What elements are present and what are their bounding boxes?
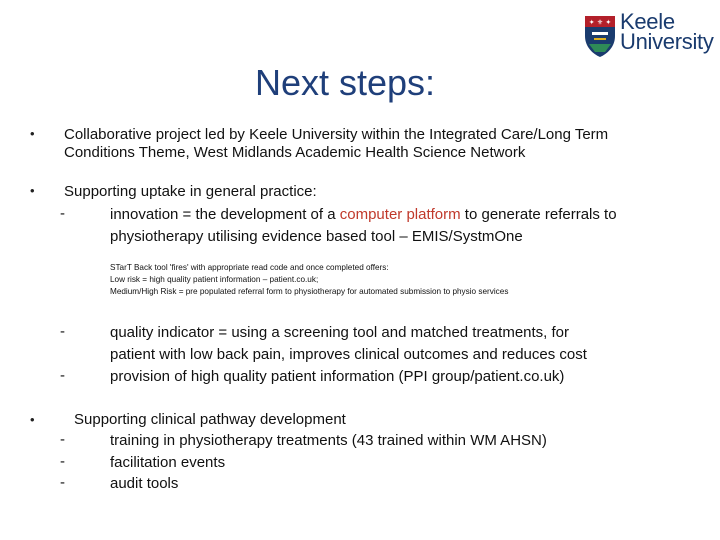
logo-line1: Keele [620, 9, 675, 34]
computer-platform-highlight: computer platform [339, 206, 461, 223]
bullet3-item: facilitation events [110, 454, 226, 471]
slide-title: Next steps: [254, 62, 436, 103]
bullet2-sub1-line1 [110, 204, 617, 225]
logo-wordmark [620, 9, 714, 54]
bullet2-heading: Supporting uptake in general practice: [64, 183, 317, 200]
note-line3: Medium/High Risk = pre populated referral form to physiotherapy for automated submission to physio services [110, 287, 509, 296]
bullet3-heading: Supporting clinical pathway development [74, 411, 346, 428]
svg-text:✦ ⚜ ✦: ✦ ⚜ ✦ [588, 18, 612, 27]
dash-marker: - [60, 474, 65, 491]
note-line2: Low risk = high quality patient information – patient.co.uk; [110, 275, 319, 284]
bullet3-item: audit tools [110, 475, 179, 492]
dash-marker: - [60, 431, 65, 448]
dash-marker: - [60, 323, 65, 340]
bullet-marker: • [30, 412, 35, 427]
bullet-marker: • [30, 183, 35, 198]
bullet1-line2: Conditions Theme, West Midlands Academic Health Science Network [64, 144, 526, 161]
sub1-post: to generate referrals to [460, 206, 617, 223]
dash-marker: - [60, 205, 65, 222]
keele-university-crest-icon [583, 14, 617, 58]
dash-marker: - [60, 367, 65, 384]
note-line1: STarT Back tool 'fires' with appropriate read code and once completed offers: [110, 263, 389, 272]
bullet-marker: • [30, 126, 35, 141]
bullet2-sub3: provision of high quality patient information (PPI group/patient.co.uk) [110, 368, 565, 385]
bullet1-line1: Collaborative project led by Keele University within the Integrated Care/Long Term [64, 126, 609, 143]
bullet2-sub2-line2: patient with low back pain, improves clinical outcomes and reduces cost [110, 346, 587, 363]
bullet2-sub2-line1: quality indicator = using a screening tool and matched treatments, for [110, 324, 570, 341]
dash-marker: - [60, 453, 65, 470]
bullet3-item: training in physiotherapy treatments (43 trained within WM AHSN) [110, 432, 547, 449]
logo-line2: University [620, 29, 714, 54]
bullet2-sub1-line2: physiotherapy utilising evidence based tool – EMIS/SystmOne [110, 228, 523, 245]
sub1-pre: innovation = the development of a [110, 206, 340, 223]
